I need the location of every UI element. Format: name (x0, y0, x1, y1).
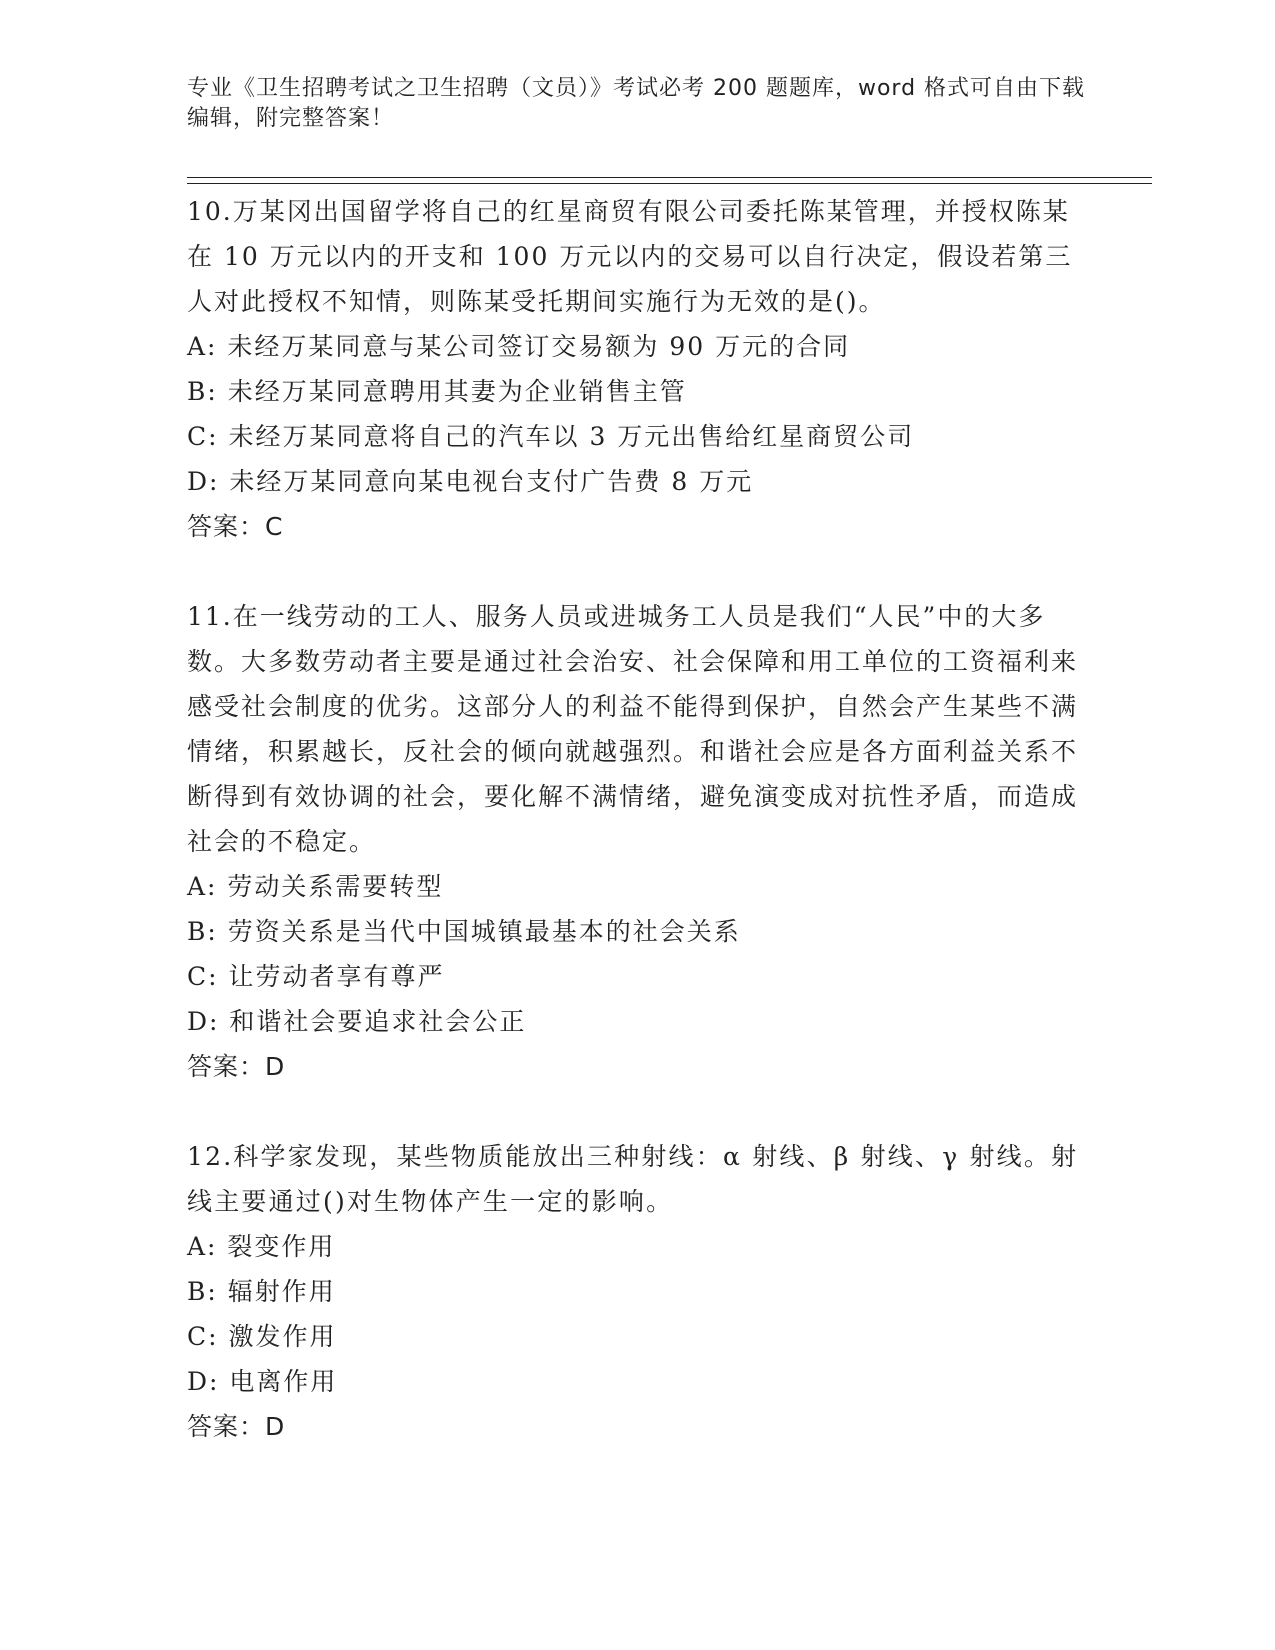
option-c: C: 激发作用 (187, 1322, 337, 1351)
question-stem: 12.科学家发现，某些物质能放出三种射线：α 射线、β 射线、γ 射线。射线主要通过()对生物体产生一定的影响。 (187, 1142, 1079, 1216)
header-rule-bottom (187, 183, 1152, 184)
option-b: B: 辐射作用 (187, 1277, 336, 1306)
option-a: A: 未经万某同意与某公司签订交易额为 90 万元的合同 (187, 332, 851, 361)
question-list (187, 189, 1087, 1494)
answer-line: 答案：D (187, 1412, 286, 1441)
question-stem: 10.万某冈出国留学将自己的红星商贸有限公司委托陈某管理，并授权陈某在 10 万元以内的开支和 100 万元以内的交易可以自行决定，假设若第三人对此授权不知情，则陈某受托期间实施行为无效的是()。 (187, 197, 1073, 316)
header-rule-top (187, 177, 1152, 178)
option-d: D: 电离作用 (187, 1367, 338, 1396)
question-stem: 11.在一线劳动的工人、服务人员或进城务工人员是我们“人民”中的大多数。大多数劳动者主要是通过社会治安、社会保障和用工单位的工资福利来感受社会制度的优劣。这部分人的利益不能得到保护，自然会产生某些不满情绪，积累越长，反社会的倾向就越强烈。和谐社会应是各方面利益关系不断得到有效协调的社会，要化解不满情绪，避免演变成对抗性矛盾，而造成社会的不稳定。 (187, 602, 1079, 856)
question-11 (187, 594, 1087, 1090)
answer-line: 答案：D (187, 1052, 286, 1081)
option-b: B: 劳资关系是当代中国城镇最基本的社会关系 (187, 917, 741, 946)
option-d: D: 未经万某同意向某电视台支付广告费 8 万元 (187, 467, 754, 496)
option-c: C: 让劳动者享有尊严 (187, 962, 445, 991)
option-b: B: 未经万某同意聘用其妻为企业销售主管 (187, 377, 687, 406)
option-d: D: 和谐社会要追求社会公正 (187, 1007, 527, 1036)
answer-line: 答案：C (187, 512, 284, 541)
document-header: 专业《卫生招聘考试之卫生招聘（文员）》考试必考 200 题题库，word 格式可自由下载编辑，附完整答案！ (187, 76, 1086, 131)
option-a: A: 裂变作用 (187, 1232, 336, 1261)
option-a: A: 劳动关系需要转型 (187, 872, 444, 901)
question-10 (187, 189, 1087, 550)
question-12 (187, 1134, 1087, 1450)
option-c: C: 未经万某同意将自己的汽车以 3 万元出售给红星商贸公司 (187, 422, 915, 451)
